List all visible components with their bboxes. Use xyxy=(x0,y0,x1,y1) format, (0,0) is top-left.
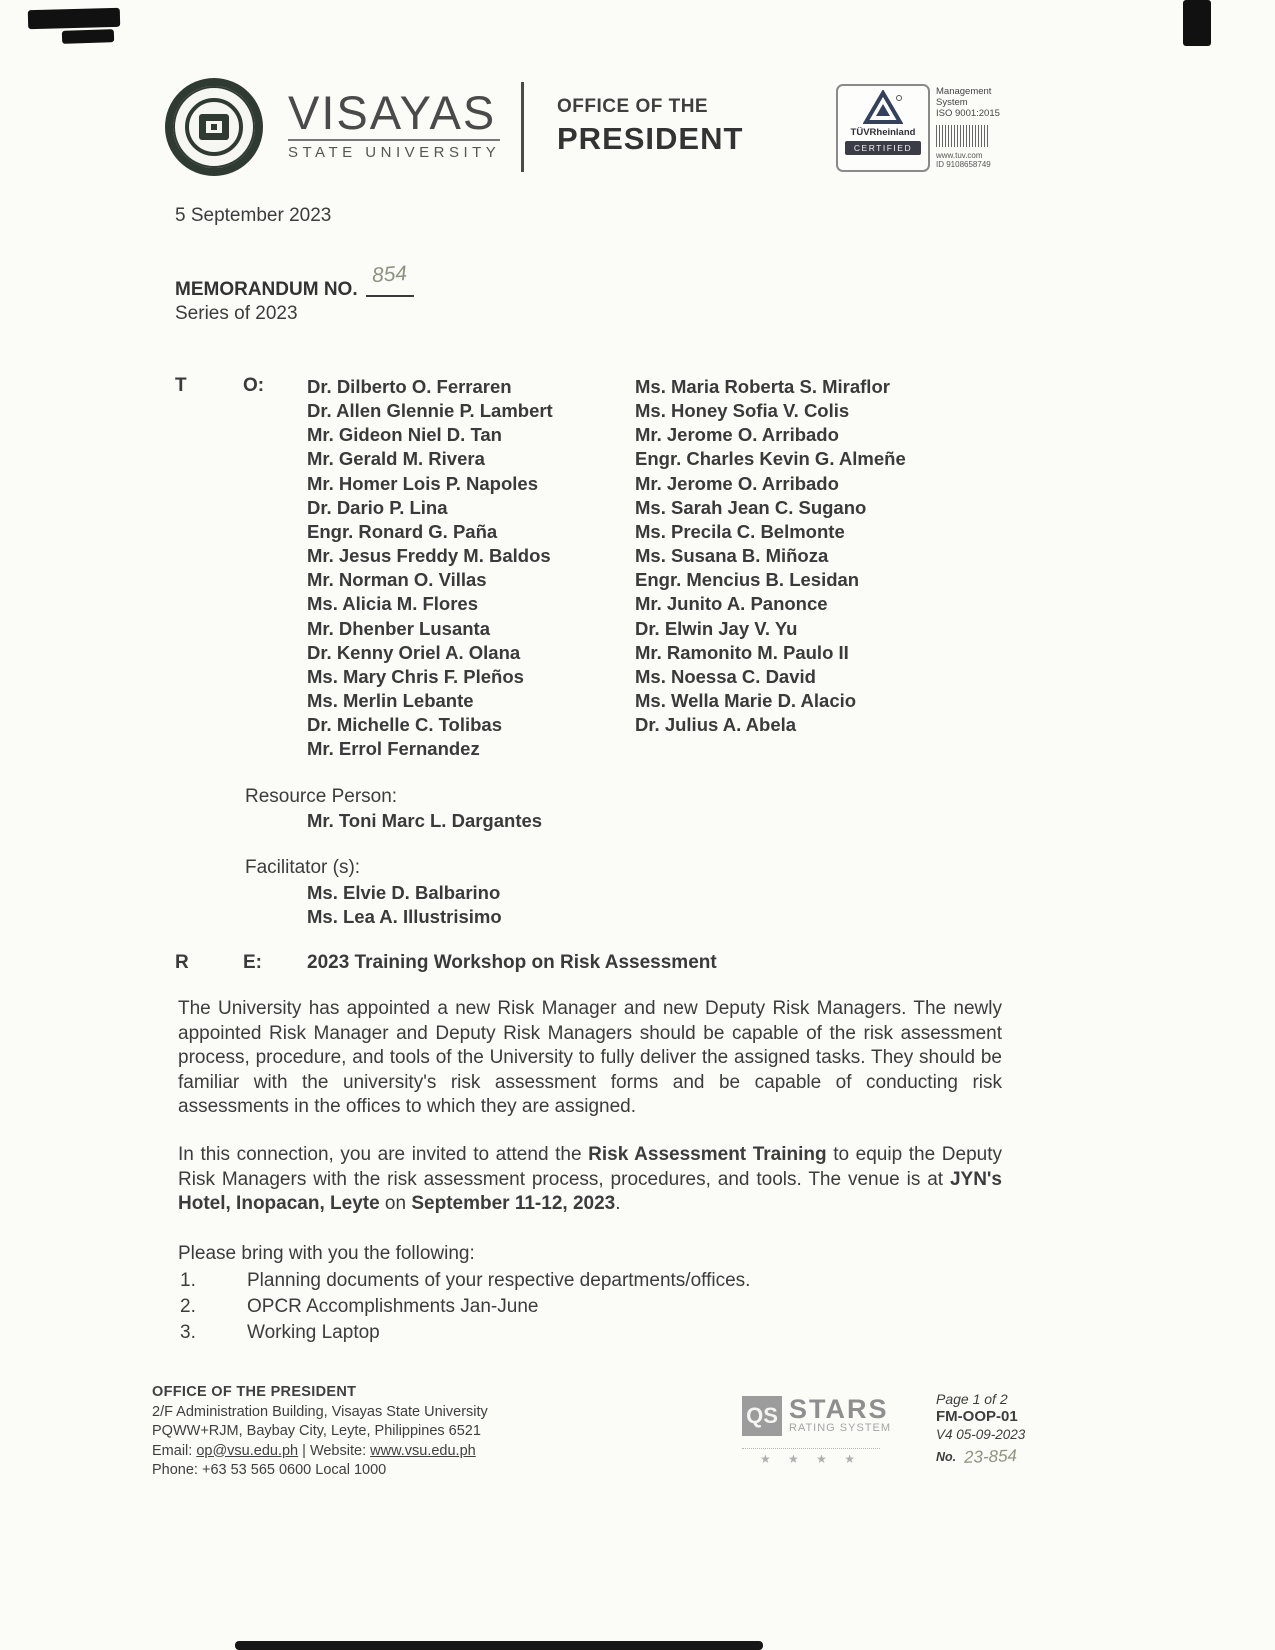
body-paragraph-2 xyxy=(178,1143,1002,1217)
footer-office-title: OFFICE OF THE PRESIDENT xyxy=(152,1384,357,1400)
re-label-e: E: xyxy=(243,952,262,973)
website-link: www.vsu.edu.ph xyxy=(370,1442,476,1459)
tuv-barcode xyxy=(936,125,990,147)
recipient: Ms. Honey Sofia V. Colis xyxy=(635,400,850,422)
memo-date: 5 September 2023 xyxy=(175,205,332,226)
resource-person-label: Resource Person: xyxy=(245,786,398,807)
tuv-triangle-icon xyxy=(863,90,903,126)
recipient: Dr. Julius A. Abela xyxy=(635,714,797,736)
recipient: Dr. Allen Glennie P. Lambert xyxy=(307,400,553,422)
recipient: Dr. Elwin Jay V. Yu xyxy=(635,617,798,639)
recipient-list-right xyxy=(635,375,975,737)
bring-list xyxy=(180,1268,750,1347)
recipient: Mr. Jesus Freddy M. Baldos xyxy=(307,545,551,567)
university-name: VISAYAS xyxy=(288,86,497,139)
facilitator: Ms. Lea A. Illustrisimo xyxy=(307,906,502,928)
memo-subject: 2023 Training Workshop on Risk Assessment xyxy=(307,952,717,973)
tuv-label2: ISO 9001:2015 xyxy=(936,108,1000,119)
recipient: Ms. Precila C. Belmonte xyxy=(635,520,845,542)
footer-address-2: PQWW+RJM, Baybay City, Leyte, Philippines 6521 xyxy=(152,1423,481,1439)
recipient: Dr. Kenny Oriel A. Olana xyxy=(307,641,521,663)
to-label-t: T xyxy=(175,375,187,396)
qs-rating-text: RATING SYSTEM xyxy=(789,1422,892,1434)
memo-series: Series of 2023 xyxy=(175,303,298,324)
tuv-box xyxy=(836,84,930,172)
university-subtitle: STATE UNIVERSITY xyxy=(288,139,500,161)
tuv-certification-badge xyxy=(836,84,1008,172)
memo-number-handwritten: 854 xyxy=(371,261,408,288)
university-wordmark xyxy=(288,88,500,161)
recipient: Ms. Mary Chris F. Pleños xyxy=(307,665,524,687)
recipient: Mr. Dhenber Lusanta xyxy=(307,617,490,639)
contact-seg: Email: xyxy=(152,1442,197,1459)
p2-seg: on xyxy=(379,1193,412,1215)
facilitators-label: Facilitator (s): xyxy=(245,857,361,878)
recipient: Dr. Dario P. Lina xyxy=(307,496,448,518)
recipient: Ms. Merlin Lebante xyxy=(307,690,474,712)
list-item-text: Planning documents of your respective departments/offices. xyxy=(247,1270,751,1291)
page-number: Page 1 of 2 xyxy=(936,1391,1008,1407)
p2-seg: to equip the Deputy Risk Managers with the risk assessment process, procedures, and tools. The venue is at xyxy=(178,1144,1002,1190)
footer-contact-line xyxy=(152,1442,488,1462)
form-code: FM-OOP-01 xyxy=(936,1408,1018,1425)
form-version: V4 05-09-2023 xyxy=(936,1427,1026,1442)
list-item-number: 3. xyxy=(180,1322,196,1344)
recipient: Mr. Jerome O. Arribado xyxy=(635,472,839,494)
list-item xyxy=(180,1320,750,1346)
scan-artifact-top-left-2 xyxy=(62,29,114,44)
tuv-label1: Management System xyxy=(936,86,992,108)
recipient: Engr. Mencius B. Lesidan xyxy=(635,569,860,591)
list-item-text: OPCR Accomplishments Jan-June xyxy=(247,1296,539,1318)
list-item xyxy=(180,1268,750,1294)
list-item-text: Working Laptop xyxy=(247,1322,380,1344)
tuv-details xyxy=(936,84,1008,172)
p2-seg-bold: JYN's Hotel, Inopacan, Leyte xyxy=(178,1168,1002,1215)
to-label-o: O: xyxy=(243,375,265,396)
list-item-number: 1. xyxy=(180,1270,196,1291)
recipient: Mr. Norman O. Villas xyxy=(307,569,487,591)
recipient: Mr. Errol Fernandez xyxy=(307,738,480,760)
email-link: op@vsu.edu.ph xyxy=(196,1442,299,1459)
re-label-r: R xyxy=(175,952,189,973)
p2-seg: . xyxy=(615,1193,621,1215)
resource-person-name: Mr. Toni Marc L. Dargantes xyxy=(307,810,543,831)
office-title xyxy=(557,96,743,157)
scan-artifact-top-right xyxy=(1183,0,1211,46)
p2-seg-bold: Risk Assessment Training xyxy=(588,1144,827,1165)
recipient: Ms. Noessa C. David xyxy=(635,665,816,687)
recipient: Engr. Ronard G. Paña xyxy=(307,520,498,542)
tuv-brand: TÜVRheinland xyxy=(850,127,916,138)
qs-stars-logo xyxy=(742,1396,891,1436)
list-item-number: 2. xyxy=(180,1296,196,1318)
recipient: Mr. Gerald M. Rivera xyxy=(307,448,485,470)
tuv-id: ID 9108658749 xyxy=(936,160,991,169)
recipient: Ms. Wella Marie D. Alacio xyxy=(635,690,857,712)
tuv-certified-label: CERTIFIED xyxy=(845,141,921,155)
recipient: Mr. Jerome O. Arribado xyxy=(635,424,839,446)
header-divider xyxy=(521,82,524,172)
office-line1: OFFICE OF THE xyxy=(557,96,709,117)
recipient: Mr. Junito A. Panonce xyxy=(635,593,828,615)
contact-seg: | Website: xyxy=(298,1442,371,1459)
memo-number-line xyxy=(366,295,414,297)
qs-logo-text xyxy=(789,1396,891,1434)
recipient: Dr. Dilberto O. Ferraren xyxy=(307,376,512,397)
office-line2: PRESIDENT xyxy=(557,121,744,156)
tuv-url: www.tuv.com xyxy=(936,151,983,160)
recipient: Mr. Gideon Niel D. Tan xyxy=(307,424,502,446)
bring-intro: Please bring with you the following: xyxy=(178,1243,475,1264)
footer-form-block xyxy=(936,1390,1025,1466)
recipient: Ms. Sarah Jean C. Sugano xyxy=(635,496,867,518)
p2-seg: In this connection, you are invited to attend the xyxy=(178,1144,589,1165)
recipient: Ms. Susana B. Miñoza xyxy=(635,545,829,567)
qs-stars-text: STARS xyxy=(789,1394,889,1424)
footer-contact-block xyxy=(152,1383,488,1481)
recipient: Engr. Charles Kevin G. Almeñe xyxy=(635,448,906,470)
body-paragraph-1: The University has appointed a new Risk Manager and new Deputy Risk Managers. The newly appointed Risk Manager and Deputy Risk Managers should be capable of the risk assessment process, procedure, and tools of the University to fully deliver the assigned tasks. They should be familiar with the university's risk assessment forms and be capable of conducting risk assessments in the offices to which they are assigned. xyxy=(178,998,1002,1118)
recipient: Mr. Ramonito M. Paulo II xyxy=(635,641,849,663)
footer-phone: Phone: +63 53 565 0600 Local 1000 xyxy=(152,1462,387,1478)
recipient: Mr. Homer Lois P. Napoles xyxy=(307,472,538,494)
control-number xyxy=(936,1448,1025,1466)
footer-address-1: 2/F Administration Building, Visayas State University xyxy=(152,1403,488,1420)
control-number-handwritten: 23-854 xyxy=(963,1446,1018,1467)
control-number-label: No. xyxy=(936,1450,957,1464)
recipient-list-left xyxy=(307,375,637,762)
qs-logo-icon: QS xyxy=(742,1396,782,1436)
qs-star-row: ★ ★ ★ ★ xyxy=(742,1448,880,1466)
facilitator: Ms. Elvie D. Balbarino xyxy=(307,882,501,903)
recipient: Ms. Alicia M. Flores xyxy=(307,593,478,615)
scan-artifact-top-left xyxy=(28,8,120,29)
vsu-seal xyxy=(163,76,265,183)
scan-artifact-bottom xyxy=(235,1641,763,1650)
list-item xyxy=(180,1294,750,1320)
recipient: Ms. Maria Roberta S. Miraflor xyxy=(635,376,890,397)
p2-seg-bold: September 11-12, 2023 xyxy=(411,1193,616,1215)
facilitator-list xyxy=(307,881,502,929)
memo-number-label: MEMORANDUM NO. xyxy=(175,279,358,300)
recipient: Dr. Michelle C. Tolibas xyxy=(307,714,502,736)
